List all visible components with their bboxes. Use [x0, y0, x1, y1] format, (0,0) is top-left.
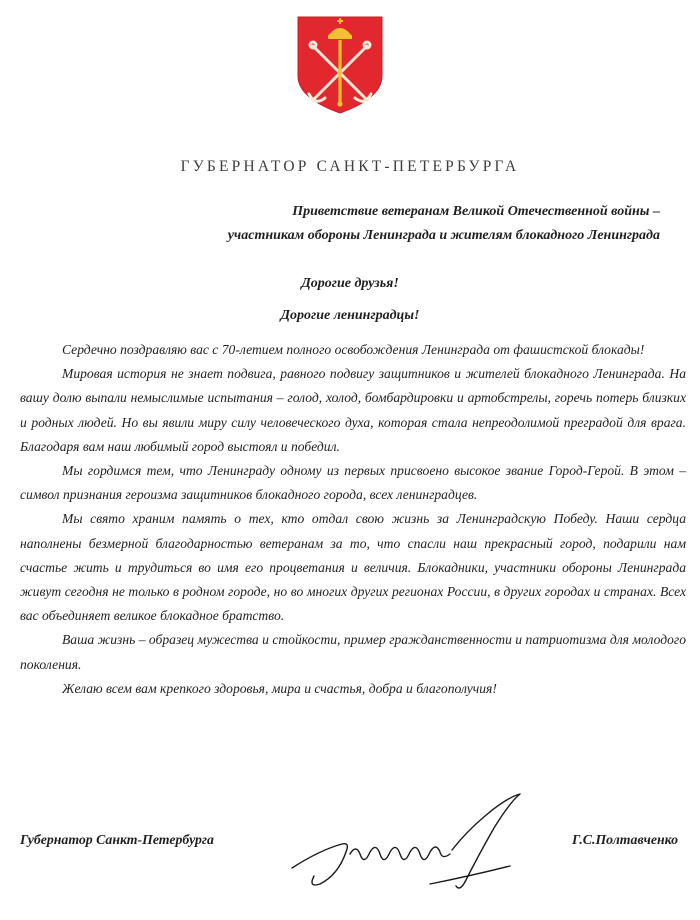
signature-title: Губернатор Санкт-Петербурга — [20, 832, 214, 847]
letter-body — [20, 338, 686, 701]
subject-line: Приветствие ветеранам Великой Отечественной войны – — [292, 204, 660, 219]
paragraph: Мы гордимся тем, что Ленинграду одному из первых присвоено высокое звание Город-Герой. В этом – символ признания героизма защитников блокадного города, всех ленинградцев. — [20, 463, 686, 503]
coat-of-arms-icon — [295, 14, 385, 116]
salutation-line: Дорогие ленинградцы! — [280, 308, 420, 323]
paragraph: Желаю всем вам крепкого здоровья, мира и счастья, добра и благополучия! — [62, 680, 497, 696]
letterhead-title: ГУБЕРНАТОР САНКТ-ПЕТЕРБУРГА — [180, 158, 520, 175]
paragraph: Мы свято храним память о тех, кто отдал свою жизнь за Ленинградскую Победу. Наши сердца наполнены безмерной благодарностью ветеранам за то, что спасли наш прекрасный город, подарили нам счастье жить и трудиться во имя его процветания и величия. Блокадники, участники обороны Ленинграда живут сегодня не только в родном городе, но во многих других регионах России, в других городах и странах. Всех вас объединяет великое блокадное братство. — [20, 511, 686, 624]
salutation-line: Дорогие друзья! — [301, 276, 399, 291]
signatory-name: Г.С.Полтавченко — [572, 832, 678, 847]
paragraph: Мировая история не знает подвига, равного подвигу защитников и жителей блокадного Ленинграда. На вашу долю выпали немыслимые испытания – голод, холод, бомбардировки и артобстрелы, горечь потерь близких и родных людей. Но вы явили миру силу человеческого духа, которая стала непреодолимой преградой для врага. Благодаря вам наш любимый город выстоял и победил. — [20, 366, 686, 454]
paragraph: Ваша жизнь – образец мужества и стойкости, пример гражданственности и патриотизма для молодого поколения. — [20, 632, 686, 672]
handwritten-signature-icon — [280, 780, 550, 910]
letter-subject — [228, 200, 660, 248]
paragraph: Сердечно поздравляю вас с 70-летием полного освобождения Ленинграда от фашистской блокады! — [62, 342, 645, 357]
subject-line: участникам обороны Ленинграда и жителям блокадного Ленинграда — [227, 228, 660, 243]
